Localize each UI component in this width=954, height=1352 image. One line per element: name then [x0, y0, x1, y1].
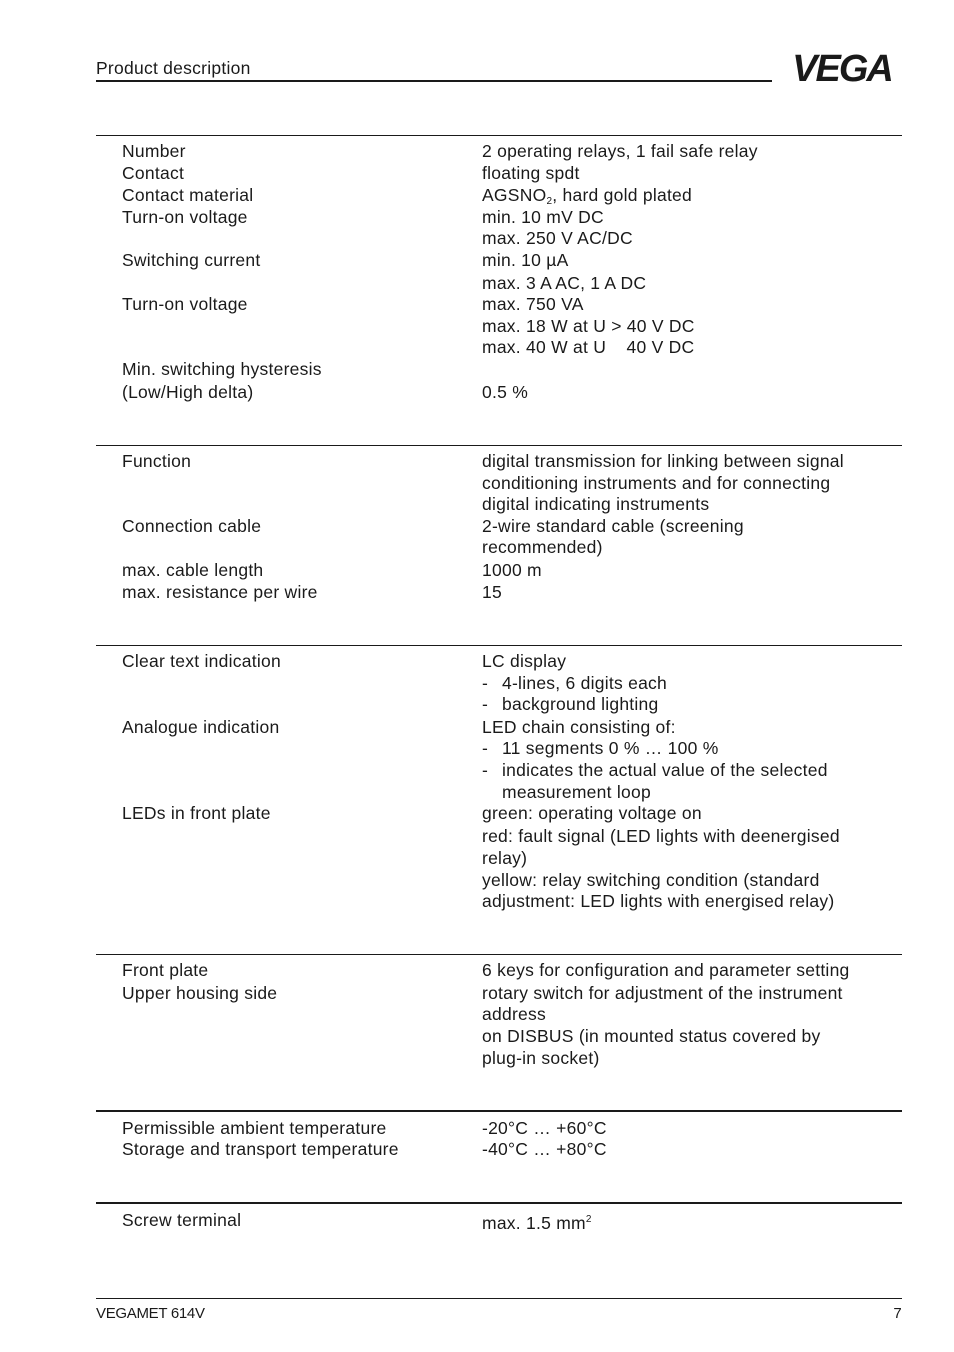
list-item: [96, 759, 902, 781]
spec-label: max. resistance per wire: [122, 582, 318, 602]
spec-value: plug-in socket): [482, 1048, 600, 1068]
spec-value: adjustment: LED lights with energised relay): [482, 891, 835, 911]
spec-row: [96, 536, 902, 558]
spec-label: Switching current: [122, 250, 261, 270]
spec-row: [96, 1025, 902, 1047]
spec-value: max. 750 VA: [482, 294, 584, 314]
spec-row: [96, 472, 902, 494]
spec-row: [96, 1138, 902, 1160]
spec-value: 2 operating relays, 1 fail safe relay: [482, 141, 758, 161]
ambient-section: [96, 1110, 902, 1159]
spec-row: [96, 1209, 902, 1231]
footer-product-name: VEGAMET 614V: [96, 1305, 205, 1322]
indication-section: [96, 645, 902, 911]
dash-bullet: -: [482, 694, 489, 714]
dash-bullet: -: [482, 673, 489, 693]
spec-value: 15: [482, 582, 502, 602]
spec-row: [96, 847, 902, 869]
spec-value: yellow: relay switching condition (standard: [482, 870, 820, 890]
spec-row: [96, 802, 902, 824]
spec-value: min. 10 mV DC: [482, 207, 604, 227]
spec-label: Upper housing side: [122, 983, 278, 1003]
spec-label: Min. switching hysteresis: [122, 359, 322, 379]
list-item-text: indicates the actual value of the selected: [502, 760, 828, 780]
spec-label: Connection cable: [122, 516, 262, 536]
dash-bullet: -: [482, 738, 489, 758]
spec-value: green: operating voltage on: [482, 803, 702, 823]
relay-section: [96, 135, 902, 402]
footer-rule: [96, 1298, 902, 1299]
page-header-title: Product description: [96, 58, 251, 78]
spec-row: [96, 293, 902, 315]
spec-label: Function: [122, 451, 192, 471]
dash-bullet: -: [482, 760, 489, 780]
spec-row: [96, 184, 902, 206]
spec-value: relay): [482, 848, 528, 868]
spec-label: (Low/High delta): [122, 382, 254, 402]
spec-row: [96, 140, 902, 162]
spec-label: Number: [122, 141, 186, 161]
spec-value: max. 1.5 $mm^2$: [482, 1213, 592, 1233]
spec-value: max. 18 W at U > 40 V DC: [482, 316, 695, 336]
spec-value: max. 250 V AC/DC: [482, 228, 633, 248]
spec-value: LED chain consisting of:: [482, 717, 676, 737]
spec-label: Analogue indication: [122, 717, 280, 737]
spec-row: [96, 825, 902, 847]
spec-value: digital indicating instruments: [482, 494, 710, 514]
spec-row: [96, 890, 902, 912]
spec-label: Contact material: [122, 185, 254, 205]
vega-logo: [782, 50, 902, 84]
spec-row: [96, 206, 902, 228]
spec-row: [96, 1117, 902, 1139]
spec-row: [96, 249, 902, 271]
spec-value: max. 40 W at U 40 V DC: [482, 337, 695, 357]
spec-value: -20°C … +60°C: [482, 1118, 607, 1138]
list-item-text: 4-lines, 6 digits each: [502, 673, 668, 693]
spec-value: red: fault signal (LED lights with deenergised: [482, 826, 840, 846]
spec-row: [96, 515, 902, 537]
list-item: [96, 672, 902, 694]
spec-label: Contact: [122, 163, 185, 183]
spec-value: max. 3 A AC, 1 A DC: [482, 273, 647, 293]
spec-row: [96, 162, 902, 184]
spec-label: Front plate: [122, 960, 209, 980]
list-item-text: measurement loop: [502, 782, 651, 802]
spec-value: 2-wire standard cable (screening: [482, 516, 744, 536]
spec-row: [96, 1047, 902, 1069]
spec-label: Permissible ambient temperature: [122, 1118, 387, 1138]
spec-label: max. cable length: [122, 560, 264, 580]
spec-value: LC display: [482, 651, 567, 671]
page-number: 7: [893, 1305, 902, 1322]
spec-value: 0.5 %: [482, 382, 528, 402]
spec-label: Clear text indication: [122, 651, 281, 671]
spec-label: Screw terminal: [122, 1210, 242, 1230]
spec-value: recommended): [482, 537, 603, 557]
adjustment-section: [96, 954, 902, 1068]
spec-label: Turn-on voltage: [122, 294, 248, 314]
list-item: [96, 693, 902, 715]
spec-row: [96, 716, 902, 738]
svg-text:VEGA: VEGA: [792, 50, 892, 84]
spec-row: [96, 982, 902, 1004]
spec-value: floating spdt: [482, 163, 580, 183]
spec-row: [96, 227, 902, 249]
spec-row: [96, 315, 902, 337]
disbus-section: [96, 445, 902, 602]
spec-value: 6 keys for configuration and parameter setting: [482, 960, 850, 980]
spec-value: conditioning instruments and for connecting: [482, 473, 831, 493]
spec-row: [96, 581, 902, 603]
spec-value: $AGSNO_2$, hard gold plated: [482, 185, 693, 207]
spec-row: [96, 381, 902, 403]
spec-label: Storage and transport temperature: [122, 1139, 399, 1159]
spec-row: [96, 450, 902, 472]
list-item-text: 11 segments 0 % … 100 %: [502, 738, 719, 758]
list-item: [96, 781, 902, 803]
spec-row: [96, 272, 902, 294]
electrical-section: [96, 1202, 902, 1233]
spec-row: [96, 650, 902, 672]
spec-row: [96, 493, 902, 515]
spec-row: [96, 1003, 902, 1025]
spec-value: rotary switch for adjustment of the instrument: [482, 983, 843, 1003]
spec-value: 1000 m: [482, 560, 542, 580]
spec-row: [96, 959, 902, 981]
spec-row: [96, 336, 902, 358]
spec-value: min. 10 µA: [482, 250, 569, 270]
spec-row: [96, 559, 902, 581]
spec-value: digital transmission for linking between signal: [482, 451, 844, 471]
spec-label: LEDs in front plate: [122, 803, 271, 823]
spec-value: on DISBUS (in mounted status covered by: [482, 1026, 821, 1046]
spec-row: [96, 358, 902, 380]
spec-value: address: [482, 1004, 547, 1024]
list-item-text: background lighting: [502, 694, 659, 714]
spec-label: Turn-on voltage: [122, 207, 248, 227]
spec-row: [96, 869, 902, 891]
header-rule: [96, 80, 772, 82]
spec-value: -40°C … +80°C: [482, 1139, 607, 1159]
list-item: [96, 737, 902, 759]
